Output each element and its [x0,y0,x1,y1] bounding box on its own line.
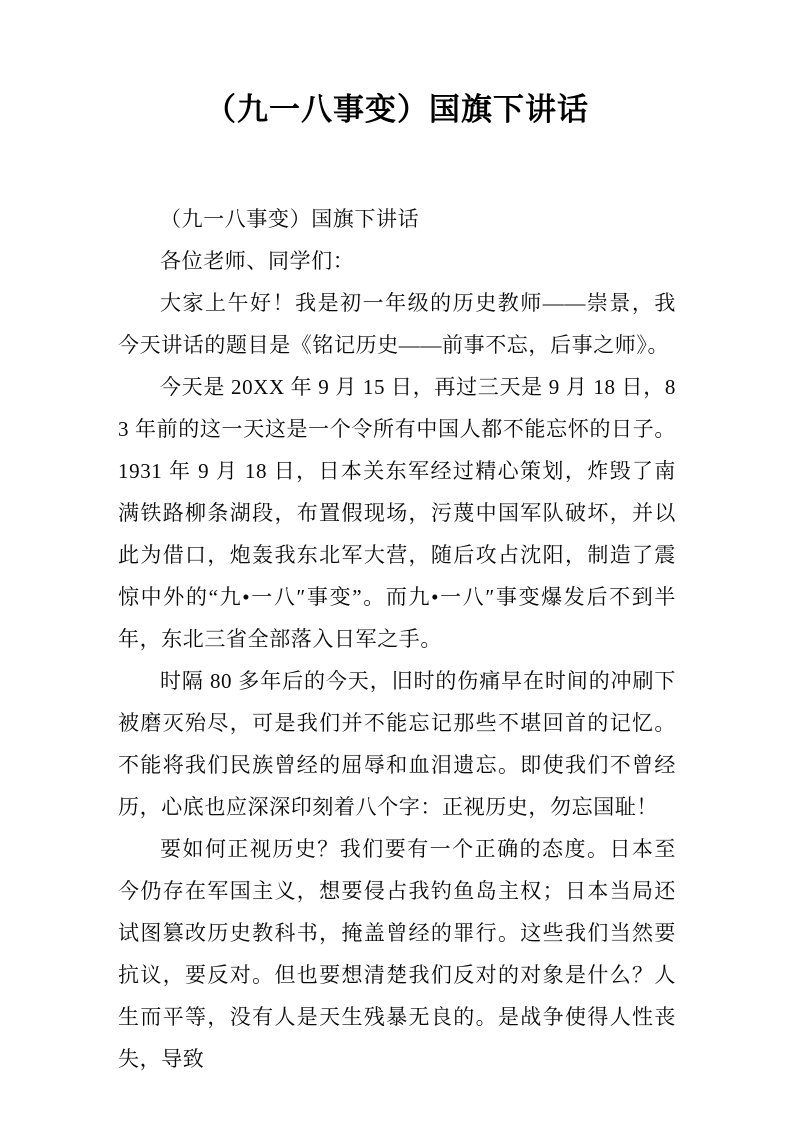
document-body [118,198,676,1080]
paragraph-memory: 时隔 80 多年后的今天，旧时的伤痛早在时间的冲刷下被磨灭殆尽，可是我们并不能忘记那些不堪回首的记忆。不能将我们民族曾经的屈辱和血泪遗忘。即使我们不曾经历，心底也应深深印刻着八个字：正视历史，勿忘国耻！ [118,669,676,819]
document-title: （九一八事变）国旗下讲话 [205,92,589,127]
paragraph-attitude: 要如何正视历史？我们要有一个正确的态度。日本至今仍存在军国主义，想要侵占我钓鱼岛主权；日本当局还试图篡改历史教科书，掩盖曾经的罪行。这些我们当然要抗议，要反对。但也要想清楚我们反对的对象是什么？人生而平等，没有人是天生残暴无良的。是战争使得人性丧失，导致 [118,837,676,1071]
paragraph-salutation: 各位老师、同学们： [160,249,355,273]
paragraph-intro: 大家上午好！我是初一年级的历史教师——崇景，我今天讲话的题目是《铭记历史——前事不忘，后事之师》。 [118,291,676,357]
paragraph-subtitle: （九一八事变）国旗下讲话 [160,207,420,231]
paragraph-incident-history: 今天是 20XX 年 9 月 15 日，再过三天是 9 月 18 日，83 年前的这一天这是一个令所有中国人都不能忘怀的日子。1931 年 9 月 18 日，日本关东军经过精心策划，炸毁了南满铁路柳条湖段，布置假现场，污蔑中国军队破坏，并以此为借口，炮轰我东北军大营，随后攻占沈阳，制造了震惊中外的“九•一八″事变”。而九•一八″事变爆发后不到半年，东北三省全部落入日军之手。 [118,375,676,651]
